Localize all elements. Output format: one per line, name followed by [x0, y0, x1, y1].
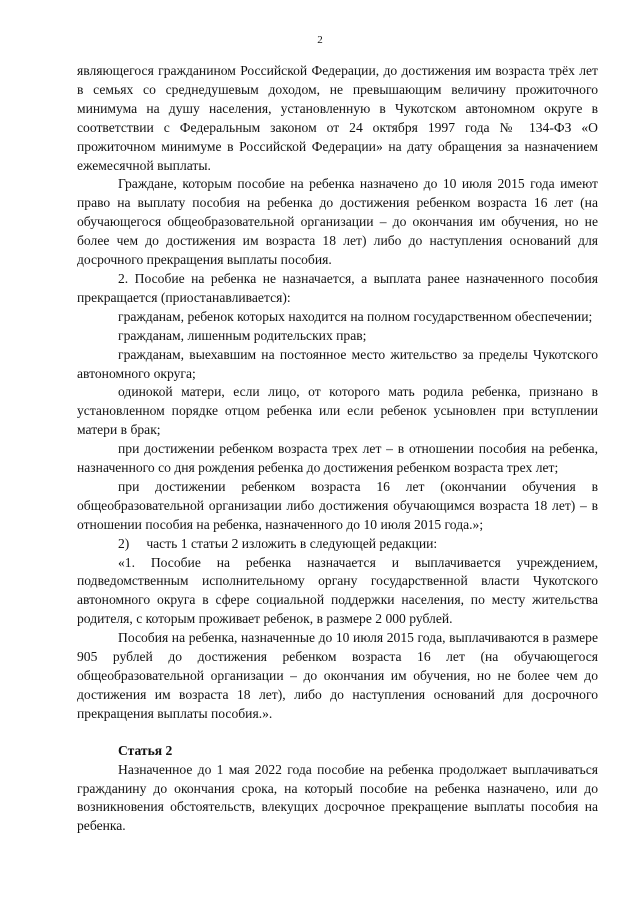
- paragraph: при достижении ребенком возраста 16 лет (окончании обучения в общеобразовательной организации либо достижения обучающимся возраста 18 лет) – в отношении пособия на ребенка, назначенного до 10 июля 2015 года.»;: [77, 478, 598, 532]
- paragraph: одинокой матери, если лицо, от которого мать родила ребенка, признано в установленном порядке отцом ребенка или если ребенок усыновлен при вступлении матери в брак;: [77, 384, 598, 438]
- article-heading: Статья 2: [118, 742, 173, 758]
- article-paragraph: Назначенное до 1 мая 2022 года пособие на ребенка продолжает выплачиваться гражданину до окончания срока, на который пособие на ребенка назначено, или до возникновения обстоятельств, влекущих досрочное прекращение выплаты пособия на ребенка.: [77, 761, 598, 834]
- paragraph: гражданам, выехавшим на постоянное место жительство за пределы Чукотского автономного округа;: [77, 346, 598, 381]
- paragraph: являющегося гражданином Российской Федерации, до достижения им возраста трёх лет в семьях со среднедушевым доходом, не превышающим величину прожиточного минимума на душу населения, установленную в Чукотском автономном округе в соответствии с Федеральным законом от 24 октября 1997 года № 134-ФЗ «О прожиточном минимуме в Российской Федерации» на дату обращения за назначением ежемесячной выплаты.: [77, 63, 598, 173]
- paragraph: «1. Пособие на ребенка назначается и выплачивается учреждением, подведомственным исполнительному органу государственной власти Чукотского автономного округа в сфере социальной поддержки населения, по месту жительства родителя, с которым проживает ребенок, в размере 2 000 рублей.: [77, 554, 598, 627]
- paragraph: Пособия на ребенка, назначенные до 10 июля 2015 года, выплачиваются в размере 905 рублей до достижения ребенком возраста 16 лет (на обучающегося общеобразовательной организации – до окончания им обучения, но не более чем до достижения им возраста 18 лет), либо до наступления оснований для досрочного прекращения выплаты пособия.».: [77, 630, 598, 721]
- paragraph: Граждане, которым пособие на ребенка назначено до 10 июля 2015 года имеют право на выплату пособия на ребенка до достижения ребенком возраста 16 лет (на обучающегося общеобразовательной организации – до окончания им обучения, но не более чем до достижения им возраста 18 лет) либо до наступления оснований для досрочного прекращения выплаты пособия.: [77, 176, 598, 268]
- document-body: [77, 62, 598, 836]
- paragraph: 2) часть 1 статьи 2 изложить в следующей редакции:: [118, 535, 438, 551]
- paragraph: гражданам, лишенным родительских прав;: [118, 327, 367, 343]
- paragraph: 2. Пособие на ребенка не назначается, а выплата ранее назначенного пособия прекращается (приостанавливается):: [77, 270, 598, 305]
- paragraph: при достижении ребенком возраста трех лет – в отношении пособия на ребенка, назначенного со дня рождения ребенка до достижения ребенком возраста трех лет;: [77, 441, 598, 476]
- page-number: 2: [317, 34, 323, 46]
- paragraph: гражданам, ребенок которых находится на полном государственном обеспечении;: [118, 308, 593, 324]
